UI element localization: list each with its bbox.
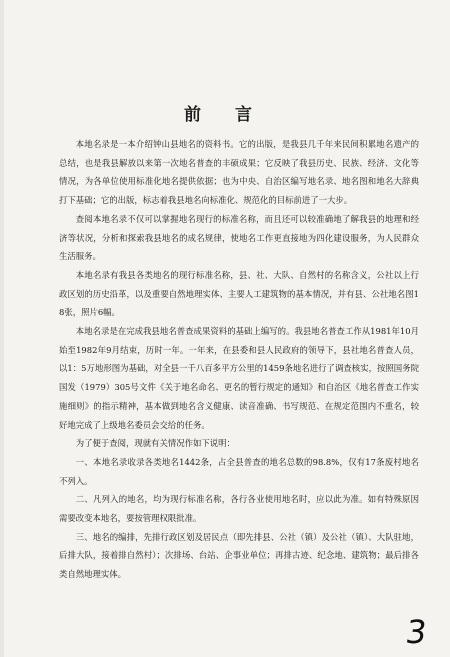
paragraph-notes-intro: 为了便于查阅，现就有关情况作如下说明： [75,438,235,449]
paragraph-intro: 本地名录是一本介绍钟山县地名的资料书。它的出版，是我县几千年来民间积累地名遗产的总结，也是我县解放以来第一次地名普查的丰硕成果；它反映了我县历史、民族、经济、文化等情况，为各单位使用标准化地名提供依据；也为中央、自治区编写地名录、地名图和地名大辞典打下基础；它的出版，标志着我县地名向标准化、规范化的目标前进了一大步。 [59,139,419,206]
paragraph-usage: 查阅本地名录不仅可以掌握地名现行的标准名称，而且还可以较准确地了解我县的地理和经济等状况，分析和探索我县地名的成名规律，使地名工作更直接地为四化建设服务，为人民群众生活服务。 [59,213,419,262]
paragraph-note-1: 一、本地名录收录各类地名1442条，占全县普查的地名总数的98.8%，仅有17条废村地名不列入。 [59,456,419,486]
body-text [59,135,419,584]
paragraph-note-2: 二、凡列入的地名，均为现行标准名称，各行各业使用地名时，应以此为准。如有特殊原因需要改变本地名，要按管理权限批准。 [59,494,419,524]
paragraph-census: 本地名录是在完成我县地名普查成果资料的基础上编写的。我县地名普查工作从1981年10月始至1982年9月结束，历时一年。一年来，在县委和县人民政府的领导下，县社地名普查人员，以1：5万地形图为基础，对全县一千八百多平方公里的1459条地名进行了调查核实，按照国务院国发（1979）305号文件《关于地名命名、更名的暂行规定的通知》和自治区《地名普查工作实施细则》的指示精神，基本做到地名含义健康、读音准确、书写规范、在规定范围内不重名，较好地完成了上级地名委员会交给的任务。 [59,326,419,430]
paragraph-contents: 本地名录有我县各类地名的现行标准名称，县、社、大队、自然村的名称含义，公社以上行政区划的历史沿革，以及重要自然地理实体、主要人工建筑物的基本情况，并有县、公社地名图18张，照片6幅。 [59,269,419,318]
paragraph-note-3: 三、地名的编排，先排行政区划及居民点（即先排县、公社（镇）及公社（镇）、大队驻地，后排大队，接着排自然村）；次排场、台站、企事业单位；再排古迹、纪念地、建筑物；最后排各类自然地理实体。 [59,531,419,580]
page-number: 3 [402,613,429,651]
binding-edge [0,0,4,657]
page-title: 前 言 [184,105,266,125]
